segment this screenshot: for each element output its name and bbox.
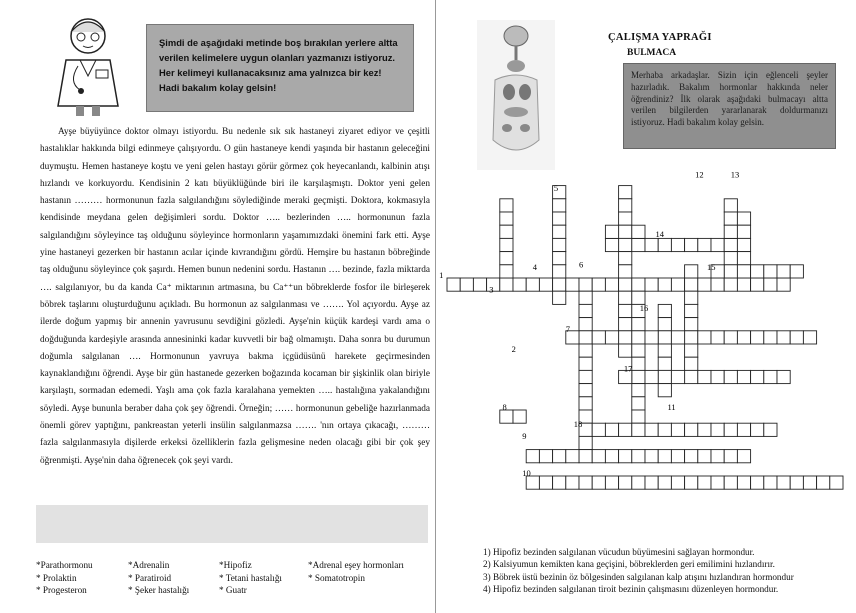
crossword-cell[interactable] xyxy=(685,423,698,436)
crossword-cell[interactable] xyxy=(764,370,777,383)
crossword-cell[interactable] xyxy=(830,476,843,489)
crossword-cell[interactable] xyxy=(500,265,513,278)
clue-number: 9 xyxy=(522,431,527,442)
crossword-cell[interactable] xyxy=(737,238,750,251)
crossword-cell[interactable] xyxy=(619,318,632,331)
crossword-cell[interactable] xyxy=(737,252,750,265)
crossword-cell[interactable] xyxy=(764,331,777,344)
crossword-cell[interactable] xyxy=(632,370,645,383)
word-item: *Hipofiz xyxy=(219,560,252,570)
crossword-cell[interactable] xyxy=(619,450,632,463)
worksheet-title: ÇALIŞMA YAPRAĞI xyxy=(608,32,712,43)
crossword-cell[interactable] xyxy=(553,199,566,212)
crossword-cell[interactable] xyxy=(658,238,671,251)
crossword-cell[interactable] xyxy=(711,238,724,251)
crossword-cell[interactable] xyxy=(658,318,671,331)
clue-number: 15 xyxy=(707,262,716,273)
crossword-cell[interactable] xyxy=(764,476,777,489)
crossword-cell[interactable] xyxy=(632,331,645,344)
crossword-cell[interactable] xyxy=(500,199,513,212)
crossword-cell[interactable] xyxy=(592,331,605,344)
crossword-cell[interactable] xyxy=(803,331,816,344)
crossword-cell[interactable] xyxy=(579,278,592,291)
crossword-cell[interactable] xyxy=(645,423,658,436)
crossword-cell[interactable] xyxy=(764,265,777,278)
crossword-cell[interactable] xyxy=(513,278,526,291)
crossword-cell[interactable] xyxy=(671,476,684,489)
crossword-cell[interactable] xyxy=(711,370,724,383)
clue-number: 13 xyxy=(730,170,740,180)
crossword-cell[interactable] xyxy=(685,331,698,344)
crossword-cell[interactable] xyxy=(737,331,750,344)
crossword-cell[interactable] xyxy=(632,384,645,397)
word-item: * Prolaktin xyxy=(36,572,77,583)
word-item: *Adrenal eşey hormonları xyxy=(308,560,404,570)
crossword-cell[interactable] xyxy=(605,450,618,463)
crossword-cell[interactable] xyxy=(579,344,592,357)
clue-number: 7 xyxy=(565,324,571,335)
crossword-cell[interactable] xyxy=(592,278,605,291)
crossword-cell[interactable] xyxy=(671,278,684,291)
crossword-cell[interactable] xyxy=(658,344,671,357)
crossword-cell[interactable] xyxy=(685,238,698,251)
crossword-cell[interactable] xyxy=(711,331,724,344)
crossword-cell[interactable] xyxy=(764,278,777,291)
crossword-cell[interactable] xyxy=(803,476,816,489)
crossword-cell[interactable] xyxy=(737,278,750,291)
crossword-cell[interactable] xyxy=(539,476,552,489)
crossword-cell[interactable] xyxy=(619,186,632,199)
crossword-cell[interactable] xyxy=(685,304,698,317)
crossword-cell[interactable] xyxy=(619,423,632,436)
crossword-cell[interactable] xyxy=(685,265,698,278)
crossword-cell[interactable] xyxy=(658,450,671,463)
crossword-cell[interactable] xyxy=(724,252,737,265)
crossword-cell[interactable] xyxy=(447,278,460,291)
crossword-cell[interactable] xyxy=(724,476,737,489)
clue-number: 11 xyxy=(667,402,676,412)
crossword-cell[interactable] xyxy=(737,450,750,463)
crossword-cell[interactable] xyxy=(619,291,632,304)
crossword-cell[interactable] xyxy=(579,291,592,304)
crossword-cell[interactable] xyxy=(592,423,605,436)
word-item: * Şeker hastalığı xyxy=(128,585,190,595)
clue-number: 1 xyxy=(439,270,444,280)
crossword-cell[interactable] xyxy=(579,384,592,397)
crossword-cell[interactable] xyxy=(671,423,684,436)
crossword-cell[interactable] xyxy=(619,331,632,344)
crossword-cell[interactable] xyxy=(658,384,671,397)
crossword-cell[interactable] xyxy=(751,370,764,383)
crossword-cell[interactable] xyxy=(592,476,605,489)
word-item: * Somatotropin xyxy=(308,572,365,583)
crossword-cell[interactable] xyxy=(658,423,671,436)
crossword-cell[interactable] xyxy=(724,331,737,344)
crossword-cell[interactable] xyxy=(737,370,750,383)
clue-number: 17 xyxy=(623,363,633,374)
clue-number: 18 xyxy=(573,419,583,430)
crossword-cell[interactable] xyxy=(605,423,618,436)
crossword-cell[interactable] xyxy=(817,476,830,489)
word-item: * Tetani hastalığı xyxy=(219,572,282,583)
clue-number: 5 xyxy=(553,182,559,193)
crossword-cell[interactable] xyxy=(632,476,645,489)
crossword-cell[interactable] xyxy=(777,265,790,278)
crossword-cell[interactable] xyxy=(790,476,803,489)
crossword-cell[interactable] xyxy=(724,238,737,251)
crossword-cell[interactable] xyxy=(671,370,684,383)
crossword-cell[interactable] xyxy=(632,410,645,423)
crossword-cell[interactable] xyxy=(553,225,566,238)
crossword-cell[interactable] xyxy=(566,278,579,291)
crossword-cell[interactable] xyxy=(579,370,592,383)
crossword-cell[interactable] xyxy=(579,436,592,449)
crossword-cell[interactable] xyxy=(579,331,592,344)
crossword-cell[interactable] xyxy=(553,450,566,463)
crossword-cell[interactable] xyxy=(579,476,592,489)
clue-number: 6 xyxy=(579,259,584,270)
clue-item: 4) Hipofiz bezinden salgılanan tiroit bezinin çalışmasını düzenleyen hormondur. xyxy=(483,584,779,595)
crossword-cell[interactable] xyxy=(619,238,632,251)
crossword-cell[interactable] xyxy=(711,278,724,291)
crossword-cell[interactable] xyxy=(619,252,632,265)
word-column xyxy=(128,559,189,597)
crossword-cell[interactable] xyxy=(539,278,552,291)
crossword-cell[interactable] xyxy=(737,265,750,278)
clue-item: 2) Kalsiyumun kemikten kana geçişini, böbreklerden geri emilimini hızlandırır. xyxy=(483,559,775,570)
crossword-cell[interactable] xyxy=(790,331,803,344)
crossword-cell[interactable] xyxy=(645,476,658,489)
crossword-cell[interactable] xyxy=(724,212,737,225)
doctor-illustration xyxy=(38,10,138,118)
crossword-cell[interactable] xyxy=(658,304,671,317)
crossword-cell[interactable] xyxy=(685,357,698,370)
word-item: *Parathormonu xyxy=(36,560,93,570)
story-paragraph: Ayşe büyüyünce doktor olmayı istiyordu. Bu nedenle sık sık hastaneyi ziyaret ediyor ve çeşitli hastalıklar hakkında bilgi edinmeye çalışıyordu. O gün hastaneye kendi yaşında bir hastanın geleceğini duymuştu. Hemen hastaneye koştu ve yeni gelen hastayı görür görmez çok heyecanlandı, kalbinin atışı hızlandı ve korkuyordu. Kendisinin 2 katı büyüklüğünde biri ile karşılaşmıştı. Doktor yeni gelen hastanın ……… hormonunun fazla salgılandığını söylediğinde meraki geçmişti. Doktora, kokmasıyla kendisinde meydana gelen değişimleri sordu. Doktor ….. bezlerinden ….. hormonunun fazla salgılandığını söyleyince taş olduğunu söyleyince hormonların yaşamımızdaki önemini fark etti. Ayşe yine hastaneyi gezerken bir hastanın acılar içinde kıvrandığını gördü. Hemşire bu hastanın böbreğinde taş olduğunu söyleyince çok şaşırdı. Hemen bunun nedenini sordu. Hastanın …. bezinde, fazla miktarda …. salgılanıyor, bu da kanda Ca⁺ miktarının artmasına, bu Ca⁺⁺un böbreklerde fosfor ile birleşerek böbrek taşlarını oluşturduğunu açıkladı. Bu hormonun az salgılanması ve ……. Yol açıyordu. Ayşe az ilerde doğum yapmış bir annenin yavrusunu sevdiğini gözledi. Ayşe'nin küçük kardeşi vardı ama o doğduğunda kardeşiyle arasında annesininki kadar kuvvetli bir bağ olmamıştı. Daha sonra bu durumun doğumla salgılanan …. Hormonunun yavruya bakma içgüdüsünü harekete geçirmesinden kaynaklandığını öğrendi. Ayşe bir gün hastanede gezerken boğazında kocaman bir şişkinlik olan biriyle karşılaştı, sormadan edemedi. Yaşlı ama çok fazla karalahana yemekten ….. hastalığına yakalandığını söyledi. Ayşe bununla beraber daha çok şey öğrendi. Örneğin; …… hormonunun gebeliğe hazırlanmada önemli görev yaptığını, pankreastan yeterli insülin salgılanmazsa ……. 'nın ortaya çıkacağı, ……… fazla salgılanmasıyla dişilerde erkeksi özelliklerin fazla gelişmesine neden olacağı gibi bir çok şey öğrenmişti. Ayşe'nin daha öğrenecek çok şeyi vardı. xyxy=(40,127,430,466)
word-item: * Progesteron xyxy=(36,585,87,595)
crossword-cell[interactable] xyxy=(500,278,513,291)
crossword-cell[interactable] xyxy=(698,423,711,436)
crossword-cell[interactable] xyxy=(553,476,566,489)
crossword-cell[interactable] xyxy=(737,476,750,489)
crossword-cell[interactable] xyxy=(671,450,684,463)
crossword-cell[interactable] xyxy=(566,476,579,489)
clue-number: 3 xyxy=(489,284,494,295)
crossword-cell[interactable] xyxy=(698,370,711,383)
crossword-cell[interactable] xyxy=(698,278,711,291)
crossword-cell[interactable] xyxy=(619,278,632,291)
crossword-cell[interactable] xyxy=(671,238,684,251)
crossword-cell[interactable] xyxy=(500,225,513,238)
clue-number: 8 xyxy=(502,402,507,412)
crossword-cell[interactable] xyxy=(685,476,698,489)
crossword-cell[interactable] xyxy=(777,370,790,383)
crossword-cell[interactable] xyxy=(724,278,737,291)
crossword-cell[interactable] xyxy=(658,331,671,344)
crossword-cell[interactable] xyxy=(605,238,618,251)
crossword-cell[interactable] xyxy=(579,304,592,317)
crossword-cell[interactable] xyxy=(777,278,790,291)
crossword-cell[interactable] xyxy=(724,450,737,463)
crossword-cell[interactable] xyxy=(685,318,698,331)
word-item: * Paratiroid xyxy=(128,572,172,583)
crossword-cell[interactable] xyxy=(645,278,658,291)
crossword-cell[interactable] xyxy=(566,450,579,463)
crossword-cell[interactable] xyxy=(619,199,632,212)
crossword-cell[interactable] xyxy=(658,476,671,489)
clue-item: 1) Hipofiz bezinden salgılanan vücudun büyümesini sağlayan hormondur. xyxy=(483,547,755,557)
crossword-cell[interactable] xyxy=(645,331,658,344)
clue-list xyxy=(483,546,853,596)
crossword-cell[interactable] xyxy=(579,450,592,463)
crossword-cell[interactable] xyxy=(553,252,566,265)
crossword-cell[interactable] xyxy=(632,450,645,463)
crossword-cell[interactable] xyxy=(724,423,737,436)
crossword-cell[interactable] xyxy=(579,357,592,370)
crossword-cell[interactable] xyxy=(553,265,566,278)
crossword-cell[interactable] xyxy=(698,331,711,344)
crossword-cell[interactable] xyxy=(685,291,698,304)
story-text xyxy=(40,124,430,470)
crossword-cell[interactable] xyxy=(711,423,724,436)
crossword-cell[interactable] xyxy=(632,357,645,370)
clue-item: 3) Böbrek üstü bezinin öz bölgesinden salgılanan kalp atışını hızlandıran hormondur xyxy=(483,571,794,582)
crossword-cell[interactable] xyxy=(473,278,486,291)
crossword-cell[interactable] xyxy=(671,331,684,344)
crossword-cell[interactable] xyxy=(500,238,513,251)
crossword-cell[interactable] xyxy=(632,423,645,436)
crossword-cell[interactable] xyxy=(632,238,645,251)
crossword-cell[interactable] xyxy=(737,423,750,436)
crossword-cell[interactable] xyxy=(526,278,539,291)
crossword-cell[interactable] xyxy=(632,318,645,331)
crossword-cell[interactable] xyxy=(579,397,592,410)
crossword-cell[interactable] xyxy=(790,265,803,278)
crossword-cell[interactable] xyxy=(632,344,645,357)
welcome-box: Merhaba arkadaşlar. Sizin için eğlenceli şeyler hazırladık. Bakalım hormonlar hakkında neler öğrendiniz? İlk olarak aşağıdaki bulmacayı altta verilen bilgilerden yararlanarak doldurmanızı istiyoruz. Hadi bakalım kolay gelsin. xyxy=(623,63,836,149)
crossword-cell[interactable] xyxy=(619,344,632,357)
word-column xyxy=(36,559,93,597)
crossword-cell[interactable] xyxy=(619,476,632,489)
crossword-cell[interactable] xyxy=(658,370,671,383)
clue-number: 2 xyxy=(511,343,516,354)
crossword-cell[interactable] xyxy=(632,225,645,238)
crossword-cell[interactable] xyxy=(500,212,513,225)
crossword-cell[interactable] xyxy=(751,331,764,344)
crossword-cell[interactable] xyxy=(737,225,750,238)
crossword-cell[interactable] xyxy=(460,278,473,291)
crossword-cell[interactable] xyxy=(632,397,645,410)
crossword-grid[interactable] xyxy=(437,170,856,525)
word-item: *Adrenalin xyxy=(128,560,170,570)
endocrine-diagram xyxy=(477,20,555,170)
crossword-cell[interactable] xyxy=(685,450,698,463)
crossword-cell[interactable] xyxy=(724,199,737,212)
crossword-cell[interactable] xyxy=(605,476,618,489)
crossword-cell[interactable] xyxy=(737,212,750,225)
crossword-cell[interactable] xyxy=(751,476,764,489)
crossword-cell[interactable] xyxy=(685,278,698,291)
instruction-box: Şimdi de aşağıdaki metinde boş bırakılan yerlere altta verilen kelimelere uygun olanları yazmanızı istiyoruz. Her kelimeyi kullanacaksınız ama yalnızca bir kez! Hadi bakalım kolay gelsin! xyxy=(146,24,414,112)
crossword-cell[interactable] xyxy=(698,450,711,463)
crossword-cell[interactable] xyxy=(553,278,566,291)
crossword-cell[interactable] xyxy=(724,370,737,383)
clue-number: 4 xyxy=(532,262,538,273)
worksheet-subtitle: BULMACA xyxy=(627,48,677,58)
word-item: * Guatr xyxy=(219,585,247,595)
crossword-cell[interactable] xyxy=(605,225,618,238)
right-page xyxy=(437,0,856,613)
crossword-cell[interactable] xyxy=(777,476,790,489)
crossword-cell[interactable] xyxy=(632,278,645,291)
crossword-cell[interactable] xyxy=(619,265,632,278)
crossword-cell[interactable] xyxy=(619,304,632,317)
crossword-cell[interactable] xyxy=(645,450,658,463)
crossword-cell[interactable] xyxy=(751,265,764,278)
crossword-cell[interactable] xyxy=(751,278,764,291)
crossword-cell[interactable] xyxy=(605,331,618,344)
clue-number: 16 xyxy=(639,303,649,313)
crossword-cell[interactable] xyxy=(619,225,632,238)
crossword-cell[interactable] xyxy=(751,423,764,436)
crossword-cell[interactable] xyxy=(539,450,552,463)
crossword-cell[interactable] xyxy=(711,450,724,463)
crossword-cell[interactable] xyxy=(592,450,605,463)
crossword-cell[interactable] xyxy=(698,238,711,251)
crossword-cell[interactable] xyxy=(724,265,737,278)
clue-number: 10 xyxy=(522,468,531,478)
crossword-cell[interactable] xyxy=(764,423,777,436)
crossword-cell[interactable] xyxy=(553,238,566,251)
crossword-cell[interactable] xyxy=(711,476,724,489)
crossword-cell[interactable] xyxy=(526,450,539,463)
crossword-cell[interactable] xyxy=(553,291,566,304)
crossword-cell[interactable] xyxy=(645,370,658,383)
crossword-cell[interactable] xyxy=(500,252,513,265)
answer-band xyxy=(36,505,428,543)
crossword-cell[interactable] xyxy=(619,212,632,225)
crossword-cell[interactable] xyxy=(698,476,711,489)
crossword-cell[interactable] xyxy=(645,238,658,251)
crossword-cell[interactable] xyxy=(553,212,566,225)
crossword-cell[interactable] xyxy=(724,225,737,238)
crossword-cell[interactable] xyxy=(777,331,790,344)
crossword-cell[interactable] xyxy=(685,370,698,383)
crossword-cell[interactable] xyxy=(685,344,698,357)
crossword-cell[interactable] xyxy=(579,318,592,331)
crossword-cell[interactable] xyxy=(658,278,671,291)
clue-number: 14 xyxy=(655,229,665,240)
crossword-cell[interactable] xyxy=(605,278,618,291)
crossword-cell[interactable] xyxy=(658,357,671,370)
clue-number: 12 xyxy=(695,170,704,180)
word-column xyxy=(308,559,404,584)
crossword-cell[interactable] xyxy=(513,410,526,423)
word-column xyxy=(219,559,282,597)
